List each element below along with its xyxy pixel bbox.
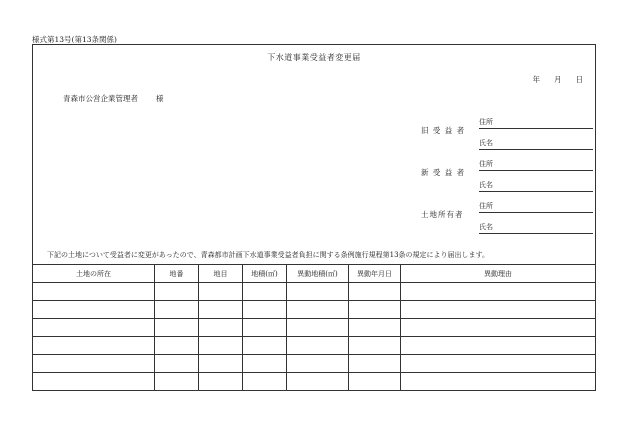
date-fields xyxy=(533,74,584,85)
party-role: 土地所有者 xyxy=(421,210,464,219)
table-cell[interactable] xyxy=(349,301,401,319)
table-cell[interactable] xyxy=(199,319,243,337)
table-cell[interactable] xyxy=(401,283,596,301)
table-cell[interactable] xyxy=(349,283,401,301)
name-label: 氏名 xyxy=(479,223,493,231)
name-label: 氏名 xyxy=(479,139,493,147)
date-year-label: 年 xyxy=(532,75,540,84)
table-cell[interactable] xyxy=(243,355,287,373)
land-table xyxy=(32,264,596,390)
table-cell[interactable] xyxy=(155,319,199,337)
table-cell[interactable] xyxy=(33,319,155,337)
date-day-label: 日 xyxy=(575,75,583,84)
table-cell[interactable] xyxy=(33,373,155,391)
table-row xyxy=(33,319,596,337)
header-change-date: 異動年月日 xyxy=(349,265,401,283)
addressee xyxy=(63,93,164,104)
table-row xyxy=(33,355,596,373)
address-label: 住所 xyxy=(479,202,493,210)
name-field[interactable] xyxy=(479,139,593,150)
table-cell[interactable] xyxy=(199,283,243,301)
name-label: 氏名 xyxy=(479,181,493,189)
table-cell[interactable] xyxy=(33,283,155,301)
address-label: 住所 xyxy=(479,160,493,168)
table-cell[interactable] xyxy=(349,319,401,337)
table-row xyxy=(33,301,596,319)
header-land-area: 地積(㎡) xyxy=(243,265,287,283)
party-role: 旧 受 益 者 xyxy=(421,126,466,135)
address-field[interactable] xyxy=(479,118,593,129)
address-field[interactable] xyxy=(479,160,593,171)
table-cell[interactable] xyxy=(287,373,349,391)
table-cell[interactable] xyxy=(349,355,401,373)
header-change-reason: 異動理由 xyxy=(401,265,596,283)
date-month-label: 月 xyxy=(554,75,562,84)
table-cell[interactable] xyxy=(287,355,349,373)
name-field[interactable] xyxy=(479,223,593,234)
table-cell[interactable] xyxy=(155,337,199,355)
form-number: 様式第13号(第13条関係) xyxy=(32,35,117,44)
name-field[interactable] xyxy=(479,181,593,192)
table-cell[interactable] xyxy=(287,283,349,301)
address-label: 住所 xyxy=(479,118,493,126)
table-cell[interactable] xyxy=(243,319,287,337)
table-cell[interactable] xyxy=(349,337,401,355)
table-cell[interactable] xyxy=(199,301,243,319)
table-cell[interactable] xyxy=(155,373,199,391)
header-land-category: 地目 xyxy=(199,265,243,283)
table-cell[interactable] xyxy=(349,373,401,391)
addressee-honorific: 様 xyxy=(156,94,164,103)
header-lot-number: 地番 xyxy=(155,265,199,283)
table-cell[interactable] xyxy=(243,283,287,301)
addressee-name: 青森市公営企業管理者 xyxy=(63,94,138,103)
header-land-location: 土地の所在 xyxy=(33,265,155,283)
table-cell[interactable] xyxy=(33,301,155,319)
table-cell[interactable] xyxy=(243,301,287,319)
table-cell[interactable] xyxy=(155,301,199,319)
party-role: 新 受 益 者 xyxy=(421,168,466,177)
notice-text: 下記の土地について受益者に変更があったので、青森都市計画下水道事業受益者負担に関する条例施行規程第13条の規定により届出します。 xyxy=(47,251,489,259)
table-cell[interactable] xyxy=(155,355,199,373)
table-cell[interactable] xyxy=(33,337,155,355)
table-cell[interactable] xyxy=(199,355,243,373)
table-cell[interactable] xyxy=(287,337,349,355)
table-cell[interactable] xyxy=(287,301,349,319)
table-cell[interactable] xyxy=(401,337,596,355)
table-cell[interactable] xyxy=(401,355,596,373)
table-cell[interactable] xyxy=(401,319,596,337)
table-cell[interactable] xyxy=(401,301,596,319)
form-frame xyxy=(32,44,596,391)
table-row xyxy=(33,373,596,391)
table-cell[interactable] xyxy=(199,373,243,391)
table-cell[interactable] xyxy=(243,337,287,355)
table-cell[interactable] xyxy=(33,355,155,373)
form-title: 下水道事業受益者変更届 xyxy=(267,53,361,62)
address-field[interactable] xyxy=(479,202,593,213)
table-cell[interactable] xyxy=(243,373,287,391)
table-body xyxy=(33,283,596,391)
table-cell[interactable] xyxy=(155,283,199,301)
table-header-row xyxy=(33,265,596,283)
table-row xyxy=(33,337,596,355)
table-cell[interactable] xyxy=(287,319,349,337)
table-cell[interactable] xyxy=(199,337,243,355)
table-row xyxy=(33,283,596,301)
header-changed-area: 異動地積(㎡) xyxy=(287,265,349,283)
table-cell[interactable] xyxy=(401,373,596,391)
